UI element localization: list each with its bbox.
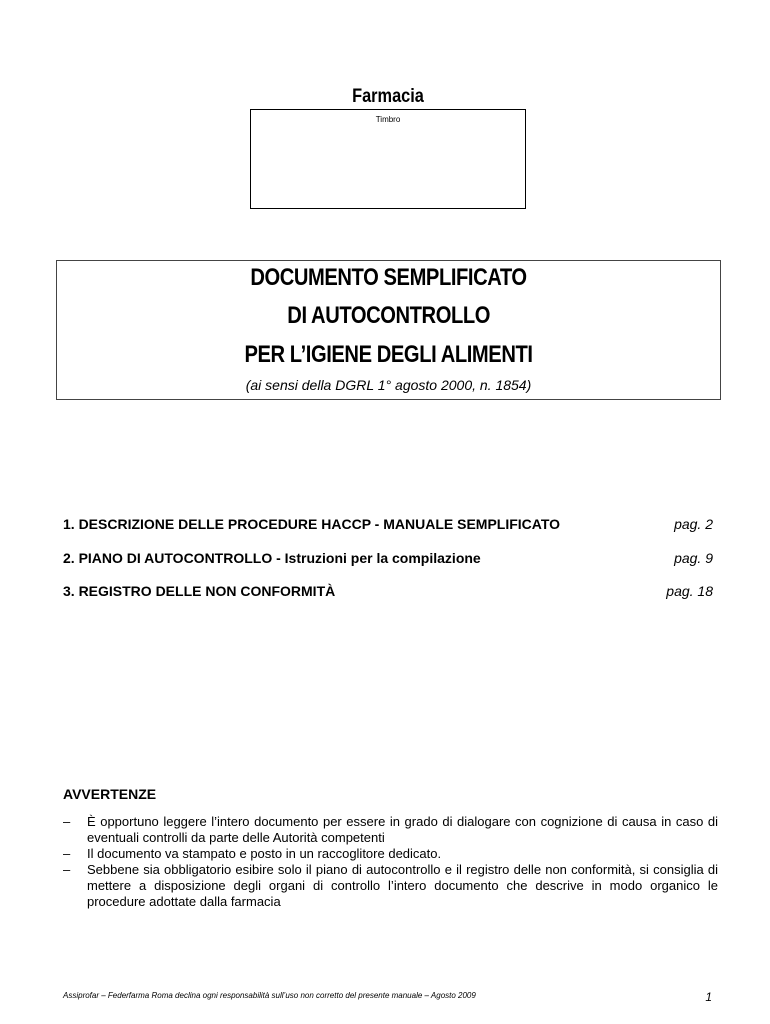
dash-bullet: – — [63, 846, 71, 861]
toc-entry-1 — [63, 516, 713, 536]
toc-entry-label: 1. DESCRIZIONE DELLE PROCEDURE HACCP - MANUALE SEMPLIFICATO — [63, 516, 561, 532]
pharmacy-heading: Farmacia — [352, 86, 424, 107]
toc-entry-page: pag. 2 — [674, 516, 713, 532]
warning-item — [63, 814, 718, 846]
toc-entry-label: 2. PIANO DI AUTOCONTROLLO - Istruzioni per la compilazione — [63, 550, 481, 566]
document-title-box — [56, 260, 721, 400]
dash-bullet: – — [63, 814, 71, 829]
toc-entry-label: 3. REGISTRO DELLE NON CONFORMITÀ — [63, 583, 336, 599]
stamp-label: Timbro — [375, 115, 401, 124]
footer-disclaimer: Assiprofar – Federfarma Roma declina ogni responsabilità sull’uso non corretto del presente manuale – Agosto 2009 — [63, 991, 476, 1000]
warning-item — [63, 862, 718, 910]
document-subtitle: (ai sensi della DGRL 1° agosto 2000, n. 1854) — [245, 377, 532, 393]
title-line-2: DI AUTOCONTROLLO — [287, 302, 490, 329]
warnings-list — [63, 814, 718, 910]
warning-text: Il documento va stampato e posto in un raccoglitore dedicato. — [87, 846, 442, 861]
page-number: 1 — [705, 990, 712, 1004]
toc-entry-page: pag. 18 — [666, 583, 713, 599]
warnings-heading: AVVERTENZE — [63, 786, 157, 802]
toc-entry-page: pag. 9 — [674, 550, 713, 566]
toc-entry-2 — [63, 550, 713, 570]
title-line-1: DOCUMENTO SEMPLIFICATO — [250, 264, 527, 291]
warning-text: È opportuno leggere l’intero documento per essere in grado di dialogare con cognizione di causa in caso di eventuali controlli da parte delle Autorità competenti — [87, 814, 718, 845]
toc-entry-3 — [63, 583, 713, 603]
warning-text: Sebbene sia obbligatorio esibire solo il piano di autocontrollo e il registro delle non conformità, si consiglia di mettere a disposizione degli organi di controllo l’intero documento che descrive in modo organico le procedure adottate dalla farmacia — [87, 862, 718, 909]
title-line-3: PER L’IGIENE DEGLI ALIMENTI — [244, 341, 533, 368]
stamp-box — [250, 109, 526, 209]
warning-item — [63, 846, 718, 862]
dash-bullet: – — [63, 862, 71, 877]
